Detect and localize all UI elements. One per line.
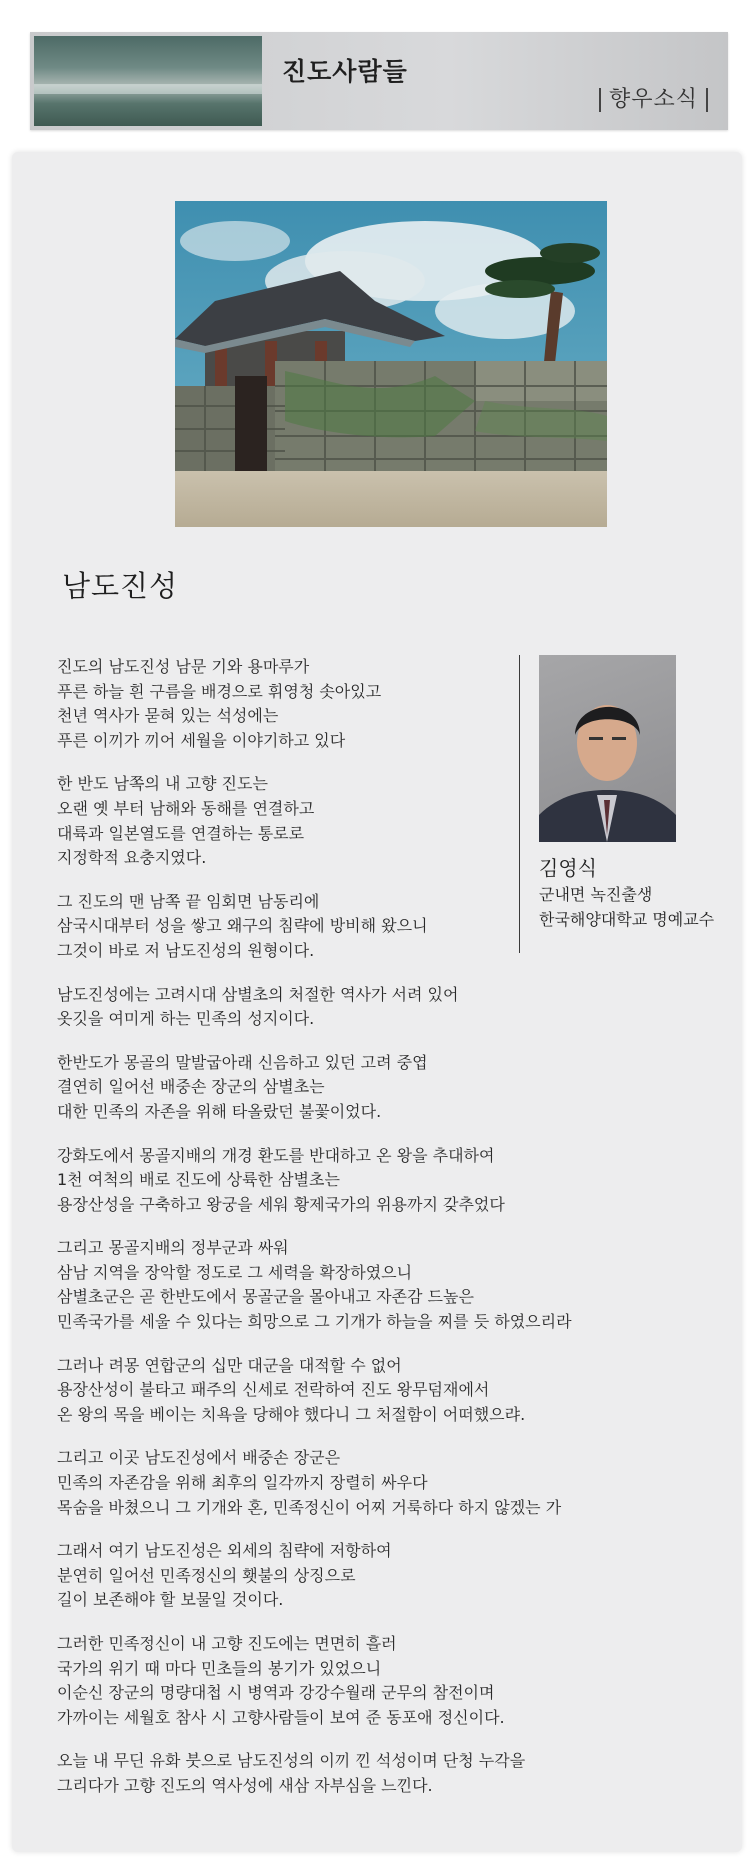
poem-line: 그러나 려몽 연합군의 십만 대군을 대적할 수 없어: [57, 1355, 402, 1375]
poem-stanza: [57, 1354, 717, 1428]
author-info: [539, 882, 714, 932]
poem-line: 목숨을 바쳤으니 그 기개와 혼, 민족정신이 어찌 거룩하다 하지 않겠는 가: [57, 1497, 562, 1517]
poem-line: 오랜 옛 부터 남해와 동해를 연결하고: [57, 798, 315, 818]
poem-line: 길이 보존해야 할 보물일 것이다.: [57, 1590, 284, 1610]
poem-line: 남도진성에는 고려시대 삼별초의 처절한 역사가 서려 있어: [57, 984, 459, 1004]
author-origin: 군내면 녹진출생: [539, 885, 653, 904]
poem-line: 삼국시대부터 성을 쌓고 왜구의 침략에 방비해 왔으니: [57, 916, 428, 936]
poem-line: 민족국가를 세울 수 있다는 희망으로 그 기개가 하늘을 찌를 듯 하였으리라: [57, 1312, 572, 1332]
poem-line: 지정학적 요충지였다.: [57, 848, 207, 868]
author-photo: [539, 655, 676, 842]
poem-stanza: [57, 983, 717, 1032]
poem-line: 한 반도 남쪽의 내 고향 진도는: [57, 774, 268, 794]
poem-line: 그 진도의 맨 남쪽 끝 임회면 남동리에: [57, 891, 320, 911]
poem-line: 그리고 이곳 남도진성에서 배중손 장군은: [57, 1448, 341, 1468]
poem-stanza: [57, 1539, 717, 1613]
poem-line: 그리다가 고향 진도의 역사성에 새삼 자부심을 느낀다.: [57, 1775, 433, 1795]
poem-line: 국가의 위기 때 마다 민초들의 봉기가 있었으니: [57, 1658, 382, 1678]
poem-line: 그것이 바로 저 남도진성의 원형이다.: [57, 940, 315, 960]
poem-title: 남도진성: [62, 569, 179, 603]
poem-line: 푸른 이끼가 끼어 세월을 이야기하고 있다: [57, 730, 346, 750]
section-title: 진도사람들: [282, 57, 408, 86]
poem-line: 1천 여척의 배로 진도에 상륙한 삼별초는: [57, 1170, 340, 1190]
poem-line: 용장산성이 불타고 패주의 신세로 전락하여 진도 왕무덤재에서: [57, 1380, 490, 1400]
section-banner: [30, 32, 728, 130]
poem-line: 옷깃을 여미게 하는 민족의 성지이다.: [57, 1009, 315, 1029]
poem-line: 가까이는 세월호 참사 시 고향사람들이 보여 준 동포애 정신이다.: [57, 1707, 505, 1727]
poem-stanza: [57, 1632, 717, 1730]
poem-line: 오늘 내 무딘 유화 붓으로 남도진성의 이끼 낀 석성이며 단청 누각을: [57, 1751, 526, 1771]
poem-stanza: [57, 1446, 717, 1520]
poem-line: 푸른 하늘 흰 구름을 배경으로 휘영청 솟아있고: [57, 681, 382, 701]
poem-line: 민족의 자존감을 위해 최후의 일각까지 장렬히 싸우다: [57, 1473, 428, 1493]
painting-illustration: [175, 201, 607, 527]
poem-line: 용장산성을 구축하고 왕궁을 세워 황제국가의 위용까지 갖추었다: [57, 1194, 505, 1214]
poem-line: 천년 역사가 묻혀 있는 석성에는: [57, 706, 279, 726]
poem-line: 삼남 지역을 장악할 정도로 그 세력을 확장하였으니: [57, 1262, 413, 1282]
poem-line: 그리고 몽골지배의 정부군과 싸워: [57, 1238, 289, 1258]
poem-stanza: [57, 1051, 717, 1125]
poem-line: 그러한 민족정신이 내 고향 진도에는 면면히 흘러: [57, 1634, 397, 1653]
poem-line: 진도의 남도진성 남문 기와 용마루가: [57, 657, 310, 676]
poem-stanza: [57, 1749, 717, 1798]
column-divider: [519, 655, 520, 953]
poem-line: 한반도가 몽골의 말발굽아래 신음하고 있던 고려 중엽: [57, 1052, 428, 1072]
poem-line: 대륙과 일본열도를 연결하는 통로로: [57, 823, 305, 843]
poem-line: 분연히 일어선 민족정신의 횃불의 상징으로: [57, 1565, 356, 1585]
poem-stanza: [57, 1144, 717, 1218]
author-position: 한국해양대학교 명예교수: [539, 910, 715, 929]
fortress-painting: [175, 201, 607, 527]
poem-stanza: [57, 1236, 717, 1334]
author-name: 김영식: [539, 856, 597, 880]
poem-line: 그래서 여기 남도진성은 외세의 침략에 저항하여: [57, 1541, 392, 1561]
article-page: [12, 152, 742, 1852]
poem-line: 결연히 일어선 배중손 장군의 삼별초는: [57, 1077, 325, 1097]
poem-line: 이순신 장군의 명량대첩 시 병역과 강강수월래 군무의 참전이며: [57, 1683, 495, 1703]
poem-line: 온 왕의 목을 베이는 치욕을 당해야 했다니 그 처절함이 어떠했으랴.: [57, 1404, 526, 1424]
poem-line: 삼별초군은 곧 한반도에서 몽골군을 몰아내고 자존감 드높은: [57, 1287, 474, 1307]
banner-photo: [34, 36, 262, 126]
poem-line: 대한 민족의 자존을 위해 타올랐던 불꽃이었다.: [57, 1101, 382, 1121]
column-tag: 향우소식: [599, 88, 708, 112]
poem-line: 강화도에서 몽골지배의 개경 환도를 반대하고 온 왕을 추대하여: [57, 1145, 495, 1165]
